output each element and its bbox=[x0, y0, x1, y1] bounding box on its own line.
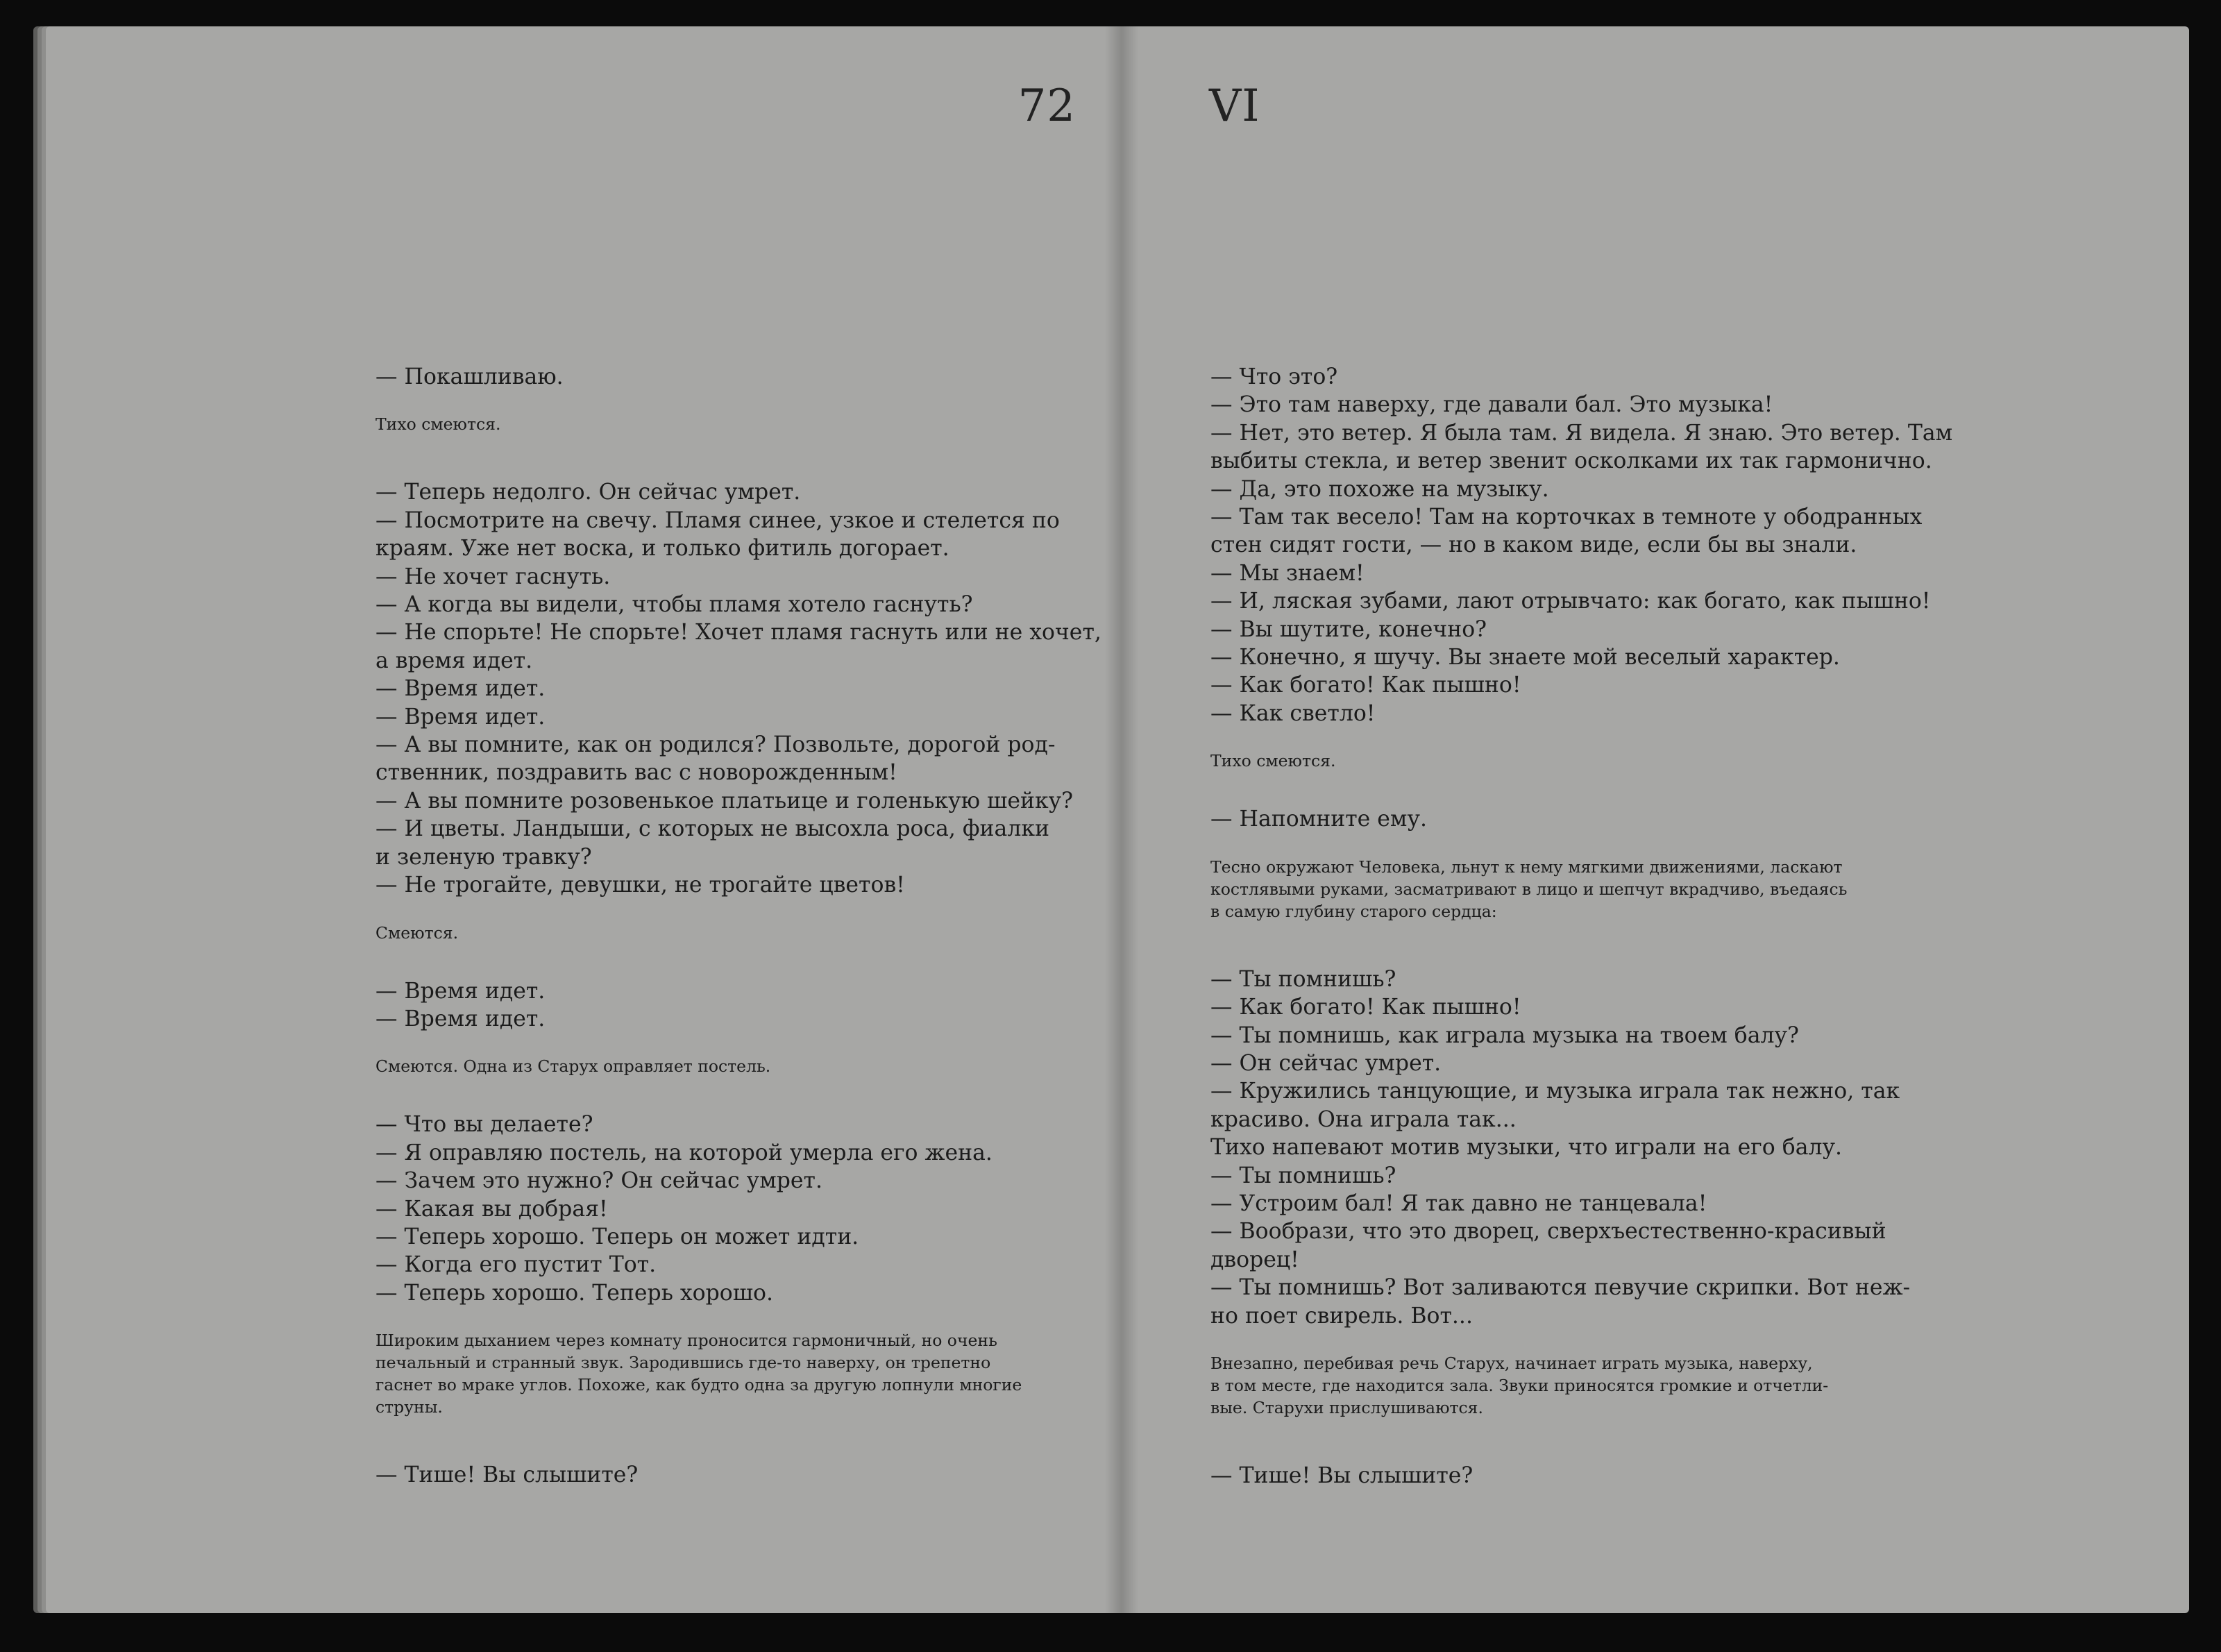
dialogue-line: — Теперь хорошо. Теперь хорошо. bbox=[375, 1280, 773, 1306]
spacer bbox=[1210, 1419, 1946, 1462]
dialogue-line: — Как богато! Как пышно! bbox=[1210, 673, 1521, 698]
spacer bbox=[375, 1307, 1076, 1329]
dialogue-line: Тихо напевают мотив музыки, что играли на его балу. bbox=[1210, 1135, 1843, 1161]
stage-direction: костлявыми руками, засматривают в лицо и шепчут вкрадчиво, въедаясь bbox=[1210, 879, 1848, 899]
right-page bbox=[1122, 26, 2189, 1613]
dialogue-line: — Не трогайте, девушки, не трогайте цветов! bbox=[375, 873, 905, 898]
stage-direction: гаснет во мраке углов. Похоже, как будто одна за другую лопнули многие bbox=[375, 1375, 1022, 1395]
stage-direction: в том месте, где находится зала. Звуки приносятся громкие и отчетли- bbox=[1210, 1375, 1829, 1395]
dialogue-line: — Кружились танцующие, и музыка играла так нежно, так bbox=[1210, 1079, 1900, 1104]
spacer bbox=[375, 1033, 1076, 1055]
dialogue-line: — Время идет. bbox=[375, 704, 546, 730]
dialogue-line: выбиты стекла, и ветер звенит осколками их так гармонично. bbox=[1210, 448, 1932, 474]
dialogue-line: — Что вы делаете? bbox=[375, 1112, 593, 1138]
spacer bbox=[375, 900, 1076, 922]
dialogue-line: — Это там наверху, где давали бал. Это музыка! bbox=[1210, 392, 1773, 418]
dialogue-line: — Посмотрите на свечу. Пламя синее, узкое и стелется по bbox=[375, 507, 1060, 533]
dialogue-line: — Не спорьте! Не спорьте! Хочет пламя гаснуть или не хочет, bbox=[375, 620, 1101, 646]
page-number: 72 bbox=[1017, 81, 1076, 132]
dialogue-line: — Время идет. bbox=[375, 676, 546, 702]
stage-direction: в самую глубину старого сердца: bbox=[1210, 901, 1497, 921]
spacer bbox=[1210, 727, 1946, 750]
stage-direction: струны. bbox=[375, 1397, 443, 1417]
stage-direction: Тесно окружают Человека, льнут к нему мягкими движениями, ласкают bbox=[1210, 857, 1843, 877]
dialogue-line: — И цветы. Ландыши, с которых не высохла роса, фиалки bbox=[375, 816, 1050, 842]
dialogue-line: — Вы шутите, конечно? bbox=[1210, 616, 1487, 642]
stage-direction: печальный и странный звук. Зародившись где-то наверху, он трепетно bbox=[375, 1353, 991, 1373]
dialogue-line: — Устроим бал! Я так давно не танцевала! bbox=[1210, 1190, 1707, 1216]
book-gutter bbox=[1105, 26, 1138, 1613]
stage-direction: Смеются. bbox=[375, 922, 459, 943]
dialogue-line: красиво. Она играла так... bbox=[1210, 1106, 1517, 1132]
stage-direction: Тихо смеются. bbox=[375, 414, 501, 435]
dialogue-line: — Какая вы добрая! bbox=[375, 1196, 608, 1222]
dialogue-line: — Как светло! bbox=[1210, 700, 1376, 726]
dialogue-line: но поет свирель. Вот... bbox=[1210, 1303, 1473, 1329]
dialogue-line: — Я оправляю постель, на которой умерла его жена. bbox=[375, 1140, 993, 1165]
dialogue-line: — Время идет. bbox=[375, 1006, 546, 1031]
dialogue-line: — Ты помнишь, как играла музыка на твоем балу? bbox=[1210, 1022, 1799, 1048]
dialogue-line: — Конечно, я шучу. Вы знаете мой веселый характер. bbox=[1210, 645, 1840, 671]
dialogue-line: дворец! bbox=[1210, 1247, 1299, 1272]
dialogue-line: — Ты помнишь? bbox=[1210, 1163, 1396, 1188]
dialogue-line: — Зачем это нужно? Он сейчас умрет. bbox=[375, 1168, 822, 1194]
dialogue-line: — Тише! Вы слышите? bbox=[375, 1463, 639, 1488]
dialogue-line: ственник, поздравить вас с новорожденным! bbox=[375, 760, 897, 786]
dialogue-line: — Как богато! Как пышно! bbox=[1210, 995, 1521, 1020]
stage-direction: вые. Старухи прислушиваются. bbox=[1210, 1397, 1483, 1417]
dialogue-line: — А когда вы видели, чтобы пламя хотело гаснуть? bbox=[375, 592, 973, 618]
dialogue-line: — Мы знаем! bbox=[1210, 560, 1365, 586]
right-page-text bbox=[1210, 363, 1953, 1490]
dialogue-line: краям. Уже нет воска, и только фитиль догорает. bbox=[375, 536, 949, 562]
spacer bbox=[1210, 1330, 1946, 1352]
spacer bbox=[375, 944, 1076, 977]
dialogue-line: — Ты помнишь? Вот заливаются певучие скрипки. Вот неж- bbox=[1210, 1275, 1911, 1301]
stage-direction: Внезапно, перебивая речь Старух, начинает играть музыка, наверху, bbox=[1210, 1353, 1813, 1373]
dialogue-line: — Тише! Вы слышите? bbox=[1210, 1463, 1473, 1488]
spacer bbox=[375, 1418, 1076, 1461]
dialogue-line: — Ты помнишь? bbox=[1210, 966, 1396, 992]
stage-direction: Смеются. Одна из Старух оправляет постель. bbox=[375, 1056, 771, 1077]
chapter-number: VI bbox=[1209, 81, 1260, 132]
dialogue-line: — Нет, это ветер. Я была там. Я видела. Я знаю. Это ветер. Там bbox=[1210, 420, 1953, 446]
spacer bbox=[375, 1077, 1076, 1111]
dialogue-line: — Время идет. bbox=[375, 978, 546, 1004]
spacer bbox=[1210, 772, 1946, 805]
dialogue-line: а время идет. bbox=[375, 648, 533, 673]
dialogue-line: — Там так весело! Там на корточках в темноте у ободранных bbox=[1210, 505, 1923, 530]
spacer bbox=[1210, 922, 1946, 966]
stage-direction: Тихо смеются. bbox=[1210, 751, 1336, 771]
left-page-text bbox=[375, 363, 1101, 1490]
dialogue-line: — Вообрази, что это дворец, сверхъестественно-красивый bbox=[1210, 1219, 1886, 1245]
spacer bbox=[1210, 834, 1946, 856]
dialogue-line: — А вы помните, как он родился? Позвольте, дорогой род- bbox=[375, 732, 1056, 758]
dialogue-line: — Теперь недолго. Он сейчас умрет. bbox=[375, 480, 801, 505]
left-page bbox=[46, 26, 1122, 1613]
dialogue-line: — Когда его пустит Тот. bbox=[375, 1252, 657, 1278]
stage-direction: Широким дыханием через комнату проносится гармоничный, но очень bbox=[375, 1331, 997, 1351]
dialogue-line: — Он сейчас умрет. bbox=[1210, 1050, 1442, 1076]
dialogue-line: — Что это? bbox=[1210, 364, 1338, 389]
dialogue-line: — Теперь хорошо. Теперь он может идти. bbox=[375, 1224, 859, 1249]
dialogue-line: — Да, это похоже на музыку. bbox=[1210, 476, 1549, 502]
dialogue-line: — И, ляская зубами, лают отрывчато: как богато, как пышно! bbox=[1210, 589, 1931, 614]
dialogue-line: и зеленую травку? bbox=[375, 844, 592, 870]
spacer bbox=[375, 391, 1076, 413]
dialogue-line: — А вы помните розовенькое платьице и голенькую шейку? bbox=[375, 788, 1074, 814]
dialogue-line: стен сидят гости, — но в каком виде, если бы вы знали. bbox=[1210, 532, 1857, 558]
dialogue-line: — Не хочет гаснуть. bbox=[375, 564, 611, 589]
dialogue-line: — Напомните ему. bbox=[1210, 807, 1427, 832]
dialogue-line: — Покашливаю. bbox=[375, 364, 564, 389]
spacer bbox=[375, 435, 1076, 478]
